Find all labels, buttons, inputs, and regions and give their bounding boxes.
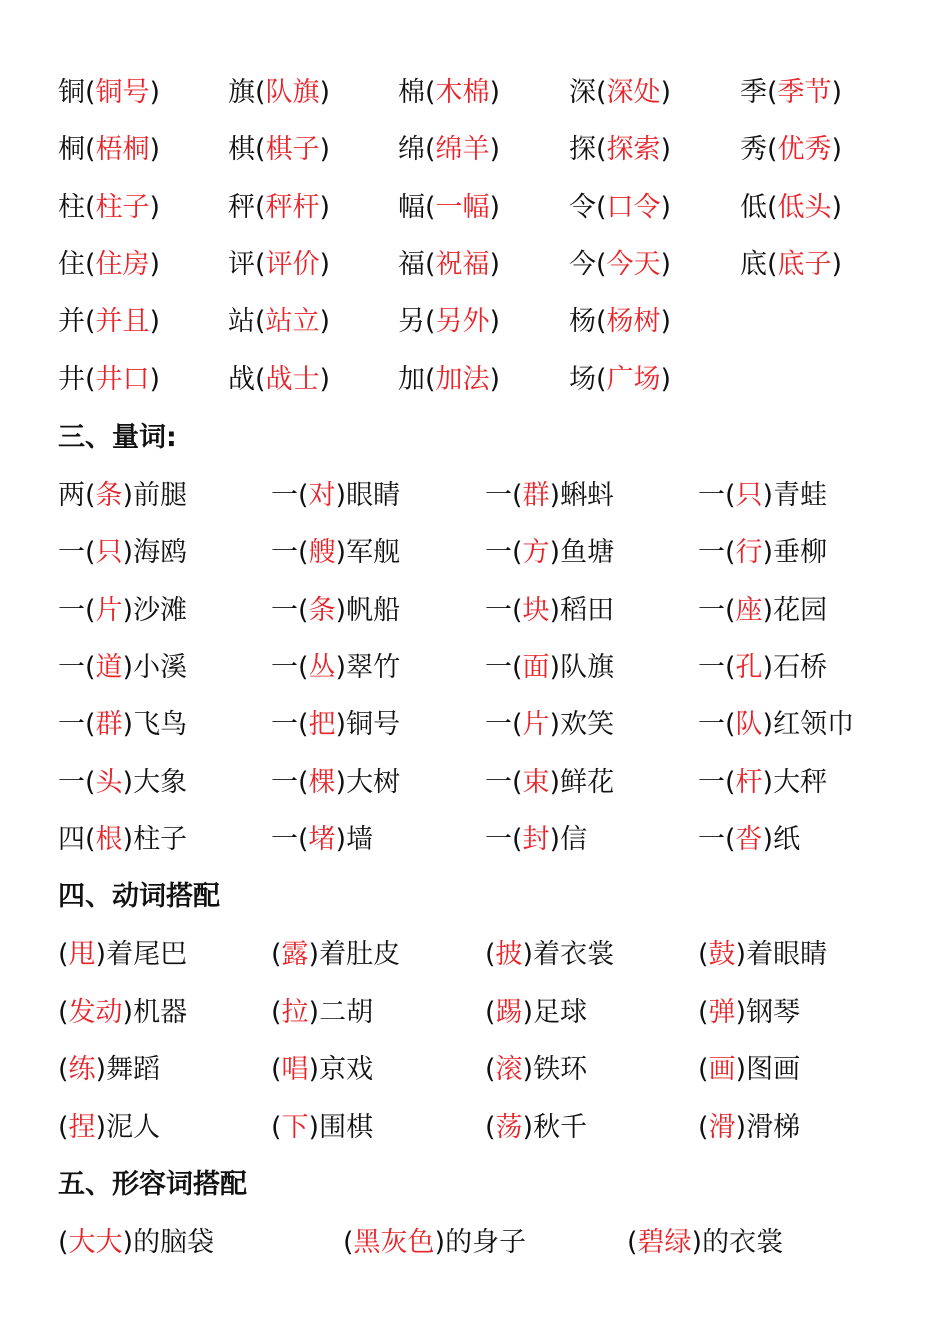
word-row xyxy=(0,245,950,285)
item-prefix: 一( xyxy=(485,480,523,511)
answer-word: 鼓 xyxy=(708,939,736,970)
item-suffix: )大树 xyxy=(335,767,401,798)
base-character: 底 xyxy=(740,249,767,280)
item-suffix: )二胡 xyxy=(308,997,374,1028)
fill-item xyxy=(58,591,187,631)
fill-item xyxy=(271,1108,373,1148)
answer-word: 踢 xyxy=(495,997,523,1028)
item-prefix: 一( xyxy=(58,767,96,798)
fill-item xyxy=(271,591,400,631)
item-suffix: )稻田 xyxy=(549,595,615,626)
answer-word: 封 xyxy=(522,824,550,855)
item-prefix: 一( xyxy=(271,480,309,511)
answer-word: 孔 xyxy=(735,652,763,683)
item-prefix: 一( xyxy=(698,824,736,855)
base-character: 棉 xyxy=(398,77,425,108)
item-suffix: )铜号 xyxy=(335,709,401,740)
fill-item xyxy=(58,820,187,860)
word-row xyxy=(0,188,950,228)
item-suffix: )信 xyxy=(549,824,588,855)
fill-item xyxy=(58,1050,160,1090)
answer-word: 一幅 xyxy=(435,192,490,223)
item-suffix: )围棋 xyxy=(308,1112,374,1143)
item-suffix: )石桥 xyxy=(762,652,828,683)
item-prefix: 一( xyxy=(698,537,736,568)
item-suffix: )欢笑 xyxy=(549,709,615,740)
item-prefix: ( xyxy=(271,1112,282,1143)
base-character: 柱 xyxy=(58,192,85,223)
fill-item xyxy=(485,1050,587,1090)
section3-row xyxy=(0,763,950,803)
item-suffix: )垂柳 xyxy=(762,537,828,568)
item-prefix: ( xyxy=(627,1227,638,1258)
item-prefix: ( xyxy=(271,1054,282,1085)
word-entry: 加(加法) xyxy=(398,364,501,395)
word-entry: 低(低头) xyxy=(740,192,843,223)
item-prefix: 一( xyxy=(485,595,523,626)
section4-row xyxy=(0,935,950,975)
base-character: 深 xyxy=(569,77,596,108)
answer-word: 广场 xyxy=(606,364,661,395)
section4-row xyxy=(0,1108,950,1148)
fill-item xyxy=(271,935,400,975)
item-prefix: 一( xyxy=(271,537,309,568)
fill-item xyxy=(485,763,614,803)
fill-item xyxy=(485,993,587,1033)
item-prefix: ( xyxy=(485,939,496,970)
answer-word: 面 xyxy=(522,652,550,683)
answer-word: 群 xyxy=(95,709,123,740)
answer-word: 露 xyxy=(281,939,309,970)
fill-item xyxy=(271,648,400,688)
answer-word: 披 xyxy=(495,939,523,970)
answer-word: 住房 xyxy=(95,249,150,280)
answer-word: 碧绿 xyxy=(637,1227,692,1258)
item-prefix: 一( xyxy=(58,709,96,740)
word-row xyxy=(0,73,950,113)
item-suffix: )纸 xyxy=(762,824,801,855)
item-prefix: 一( xyxy=(271,767,309,798)
fill-item xyxy=(698,993,800,1033)
answer-word: 丛 xyxy=(308,652,336,683)
answer-word: 底子 xyxy=(777,249,832,280)
word-entry: 秀(优秀) xyxy=(740,134,843,165)
fill-item xyxy=(485,648,614,688)
answer-word: 束 xyxy=(522,767,550,798)
fill-item xyxy=(58,1108,160,1148)
item-suffix: )京戏 xyxy=(308,1054,374,1085)
item-suffix: )海鸥 xyxy=(122,537,188,568)
item-prefix: ( xyxy=(698,1054,709,1085)
answer-word: 秤杆 xyxy=(265,192,320,223)
base-character: 福 xyxy=(398,249,425,280)
item-prefix: 四( xyxy=(58,824,96,855)
word-entry: 评(评价) xyxy=(228,249,331,280)
answer-word: 加法 xyxy=(435,364,490,395)
fill-item xyxy=(271,820,373,860)
item-suffix: )鱼塘 xyxy=(549,537,615,568)
item-suffix: )机器 xyxy=(122,997,188,1028)
word-entry: 柱(柱子) xyxy=(58,192,161,223)
answer-word: 站立 xyxy=(265,306,320,337)
answer-word: 铜号 xyxy=(95,77,150,108)
item-suffix: )的脑袋 xyxy=(122,1227,215,1258)
answer-word: 艘 xyxy=(308,537,336,568)
answer-word: 祝福 xyxy=(435,249,490,280)
section5-row xyxy=(0,1223,950,1263)
answer-word: 木棉 xyxy=(435,77,490,108)
item-prefix: ( xyxy=(698,1112,709,1143)
item-suffix: )翠竹 xyxy=(335,652,401,683)
fill-item xyxy=(58,533,187,573)
answer-word: 杨树 xyxy=(606,306,661,337)
item-prefix: 一( xyxy=(271,709,309,740)
item-suffix: )鲜花 xyxy=(549,767,615,798)
item-prefix: 一( xyxy=(58,652,96,683)
item-suffix: )飞鸟 xyxy=(122,709,188,740)
fill-item xyxy=(698,1108,800,1148)
item-prefix: ( xyxy=(58,1227,69,1258)
answer-word: 方 xyxy=(522,537,550,568)
base-character: 今 xyxy=(569,249,596,280)
item-prefix: 一( xyxy=(485,767,523,798)
answer-word: 弹 xyxy=(708,997,736,1028)
answer-word: 对 xyxy=(308,480,336,511)
item-prefix: 一( xyxy=(698,767,736,798)
item-suffix: )沙滩 xyxy=(122,595,188,626)
answer-word: 下 xyxy=(281,1112,309,1143)
fill-item xyxy=(485,935,614,975)
answer-word: 队 xyxy=(735,709,763,740)
base-character: 加 xyxy=(398,364,425,395)
fill-item xyxy=(698,935,827,975)
word-entry: 旗(队旗) xyxy=(228,77,331,108)
fill-item xyxy=(698,533,827,573)
answer-word: 大大 xyxy=(68,1227,123,1258)
fill-item xyxy=(485,533,614,573)
base-character: 场 xyxy=(569,364,596,395)
item-suffix: )墙 xyxy=(335,824,374,855)
item-suffix: )大象 xyxy=(122,767,188,798)
fill-item xyxy=(58,705,187,745)
answer-word: 唱 xyxy=(281,1054,309,1085)
answer-word: 座 xyxy=(735,595,763,626)
item-suffix: )秋千 xyxy=(522,1112,588,1143)
section-title-verb-pairs: 四、动词搭配 xyxy=(58,881,220,912)
answer-word: 只 xyxy=(95,537,123,568)
base-character: 杨 xyxy=(569,306,596,337)
answer-word: 柱子 xyxy=(95,192,150,223)
answer-word: 道 xyxy=(95,652,123,683)
fill-item xyxy=(58,763,187,803)
answer-word: 优秀 xyxy=(777,134,832,165)
answer-word: 堵 xyxy=(308,824,336,855)
item-prefix: ( xyxy=(58,1054,69,1085)
item-suffix: )的衣裳 xyxy=(691,1227,784,1258)
base-character: 旗 xyxy=(228,77,255,108)
item-prefix: 一( xyxy=(271,595,309,626)
fill-item xyxy=(698,476,827,516)
item-prefix: 一( xyxy=(485,824,523,855)
word-entry: 站(站立) xyxy=(228,306,331,337)
word-entry: 场(广场) xyxy=(569,364,672,395)
answer-word: 深处 xyxy=(606,77,661,108)
answer-word: 块 xyxy=(522,595,550,626)
item-prefix: 一( xyxy=(271,824,309,855)
item-prefix: ( xyxy=(58,1112,69,1143)
item-prefix: 两( xyxy=(58,480,96,511)
item-prefix: 一( xyxy=(271,652,309,683)
answer-word: 画 xyxy=(708,1054,736,1085)
word-entry: 铜(铜号) xyxy=(58,77,161,108)
answer-word: 捏 xyxy=(68,1112,96,1143)
word-entry: 井(井口) xyxy=(58,364,161,395)
answer-word: 片 xyxy=(522,709,550,740)
base-character: 住 xyxy=(58,249,85,280)
item-prefix: ( xyxy=(485,1054,496,1085)
word-entry: 季(季节) xyxy=(740,77,843,108)
item-suffix: )军舰 xyxy=(335,537,401,568)
item-suffix: )舞蹈 xyxy=(95,1054,161,1085)
fill-item xyxy=(485,591,614,631)
item-suffix: )柱子 xyxy=(122,824,188,855)
item-suffix: )蝌蚪 xyxy=(549,480,615,511)
fill-item xyxy=(271,533,400,573)
word-entry: 今(今天) xyxy=(569,249,672,280)
answer-word: 甩 xyxy=(68,939,96,970)
base-character: 低 xyxy=(740,192,767,223)
word-entry: 棋(棋子) xyxy=(228,134,331,165)
item-suffix: )帆船 xyxy=(335,595,401,626)
answer-word: 探索 xyxy=(606,134,661,165)
section3-row xyxy=(0,820,950,860)
base-character: 季 xyxy=(740,77,767,108)
answer-word: 队旗 xyxy=(265,77,320,108)
answer-word: 并且 xyxy=(95,306,150,337)
answer-word: 棵 xyxy=(308,767,336,798)
answer-word: 群 xyxy=(522,480,550,511)
section3-row xyxy=(0,648,950,688)
fill-item xyxy=(485,476,614,516)
fill-item xyxy=(698,820,800,860)
fill-item xyxy=(698,591,827,631)
item-prefix: ( xyxy=(698,939,709,970)
section3-row xyxy=(0,476,950,516)
item-prefix: ( xyxy=(485,997,496,1028)
item-prefix: 一( xyxy=(698,652,736,683)
answer-word: 杆 xyxy=(735,767,763,798)
item-prefix: 一( xyxy=(698,709,736,740)
answer-word: 战士 xyxy=(265,364,320,395)
word-entry: 住(住房) xyxy=(58,249,161,280)
base-character: 桐 xyxy=(58,134,85,165)
item-suffix: )图画 xyxy=(735,1054,801,1085)
section3-row xyxy=(0,591,950,631)
item-suffix: )小溪 xyxy=(122,652,188,683)
item-suffix: )眼睛 xyxy=(335,480,401,511)
fill-item xyxy=(271,763,400,803)
item-prefix: ( xyxy=(271,997,282,1028)
section4-row xyxy=(0,993,950,1033)
answer-word: 口令 xyxy=(606,192,661,223)
item-suffix: )青蛙 xyxy=(762,480,828,511)
word-row xyxy=(0,360,950,400)
fill-item xyxy=(271,1050,373,1090)
item-prefix: ( xyxy=(58,939,69,970)
fill-item xyxy=(485,705,614,745)
answer-word: 条 xyxy=(308,595,336,626)
fill-item xyxy=(343,1223,526,1263)
item-suffix: )大秤 xyxy=(762,767,828,798)
word-row xyxy=(0,302,950,342)
answer-word: 评价 xyxy=(265,249,320,280)
base-character: 绵 xyxy=(398,134,425,165)
item-suffix: )足球 xyxy=(522,997,588,1028)
base-character: 评 xyxy=(228,249,255,280)
answer-word: 头 xyxy=(95,767,123,798)
item-prefix: 一( xyxy=(485,709,523,740)
item-prefix: 一( xyxy=(58,595,96,626)
item-suffix: )泥人 xyxy=(95,1112,161,1143)
item-prefix: 一( xyxy=(698,595,736,626)
fill-item xyxy=(698,705,854,745)
answer-word: 练 xyxy=(68,1054,96,1085)
item-suffix: )着尾巴 xyxy=(95,939,188,970)
answer-word: 沓 xyxy=(735,824,763,855)
base-character: 秤 xyxy=(228,192,255,223)
answer-word: 季节 xyxy=(777,77,832,108)
fill-item xyxy=(58,476,187,516)
item-suffix: )花园 xyxy=(762,595,828,626)
base-character: 秀 xyxy=(740,134,767,165)
fill-item xyxy=(627,1223,783,1263)
item-suffix: )的身子 xyxy=(434,1227,527,1258)
answer-word: 梧桐 xyxy=(95,134,150,165)
item-suffix: )着肚皮 xyxy=(308,939,401,970)
base-character: 棋 xyxy=(228,134,255,165)
word-entry: 战(战士) xyxy=(228,364,331,395)
item-suffix: )钢琴 xyxy=(735,997,801,1028)
word-entry: 底(底子) xyxy=(740,249,843,280)
word-entry: 幅(一幅) xyxy=(398,192,501,223)
answer-word: 滚 xyxy=(495,1054,523,1085)
word-entry: 并(并且) xyxy=(58,306,161,337)
fill-item xyxy=(485,820,587,860)
item-suffix: )滑梯 xyxy=(735,1112,801,1143)
section3-row xyxy=(0,533,950,573)
answer-word: 滑 xyxy=(708,1112,736,1143)
word-entry: 福(祝福) xyxy=(398,249,501,280)
item-prefix: ( xyxy=(271,939,282,970)
answer-word: 荡 xyxy=(495,1112,523,1143)
item-prefix: ( xyxy=(58,997,69,1028)
item-prefix: ( xyxy=(343,1227,354,1258)
section-title-measure-words: 三、量词: xyxy=(58,422,177,453)
answer-word: 行 xyxy=(735,537,763,568)
base-character: 另 xyxy=(398,306,425,337)
answer-word: 绵羊 xyxy=(435,134,490,165)
answer-word: 黑灰色 xyxy=(353,1227,435,1258)
base-character: 井 xyxy=(58,364,85,395)
item-suffix: )队旗 xyxy=(549,652,615,683)
answer-word: 只 xyxy=(735,480,763,511)
fill-item xyxy=(58,935,187,975)
base-character: 并 xyxy=(58,306,85,337)
item-prefix: 一( xyxy=(58,537,96,568)
base-character: 令 xyxy=(569,192,596,223)
answer-word: 棋子 xyxy=(265,134,320,165)
fill-item xyxy=(271,993,373,1033)
base-character: 战 xyxy=(228,364,255,395)
answer-word: 发动 xyxy=(68,997,123,1028)
answer-word: 拉 xyxy=(281,997,309,1028)
item-suffix: )前腿 xyxy=(122,480,188,511)
fill-item xyxy=(698,763,827,803)
fill-item xyxy=(271,705,400,745)
word-entry: 探(探索) xyxy=(569,134,672,165)
word-entry: 令(口令) xyxy=(569,192,672,223)
word-entry: 棉(木棉) xyxy=(398,77,501,108)
answer-word: 井口 xyxy=(95,364,150,395)
base-character: 探 xyxy=(569,134,596,165)
fill-item xyxy=(698,648,827,688)
word-entry: 另(另外) xyxy=(398,306,501,337)
section4-row xyxy=(0,1050,950,1090)
fill-item xyxy=(485,1108,587,1148)
answer-word: 条 xyxy=(95,480,123,511)
base-character: 幅 xyxy=(398,192,425,223)
word-entry: 绵(绵羊) xyxy=(398,134,501,165)
base-character: 铜 xyxy=(58,77,85,108)
item-prefix: ( xyxy=(698,997,709,1028)
word-entry: 秤(秤杆) xyxy=(228,192,331,223)
word-entry: 桐(梧桐) xyxy=(58,134,161,165)
answer-word: 另外 xyxy=(435,306,490,337)
base-character: 站 xyxy=(228,306,255,337)
word-row xyxy=(0,130,950,170)
item-suffix: )铁环 xyxy=(522,1054,588,1085)
answer-word: 把 xyxy=(308,709,336,740)
answer-word: 低头 xyxy=(777,192,832,223)
item-prefix: 一( xyxy=(485,652,523,683)
answer-word: 今天 xyxy=(606,249,661,280)
item-prefix: ( xyxy=(485,1112,496,1143)
word-entry: 深(深处) xyxy=(569,77,672,108)
item-suffix: )着衣裳 xyxy=(522,939,615,970)
word-entry: 杨(杨树) xyxy=(569,306,672,337)
fill-item xyxy=(58,993,187,1033)
fill-item xyxy=(698,1050,800,1090)
fill-item xyxy=(271,476,400,516)
fill-item xyxy=(58,648,187,688)
item-prefix: 一( xyxy=(485,537,523,568)
item-suffix: )着眼睛 xyxy=(735,939,828,970)
section3-row xyxy=(0,705,950,745)
item-suffix: )红领巾 xyxy=(762,709,855,740)
fill-item xyxy=(58,1223,214,1263)
item-prefix: 一( xyxy=(698,480,736,511)
section-title-adjective-pairs: 五、形容词搭配 xyxy=(58,1169,247,1200)
answer-word: 片 xyxy=(95,595,123,626)
answer-word: 根 xyxy=(95,824,123,855)
